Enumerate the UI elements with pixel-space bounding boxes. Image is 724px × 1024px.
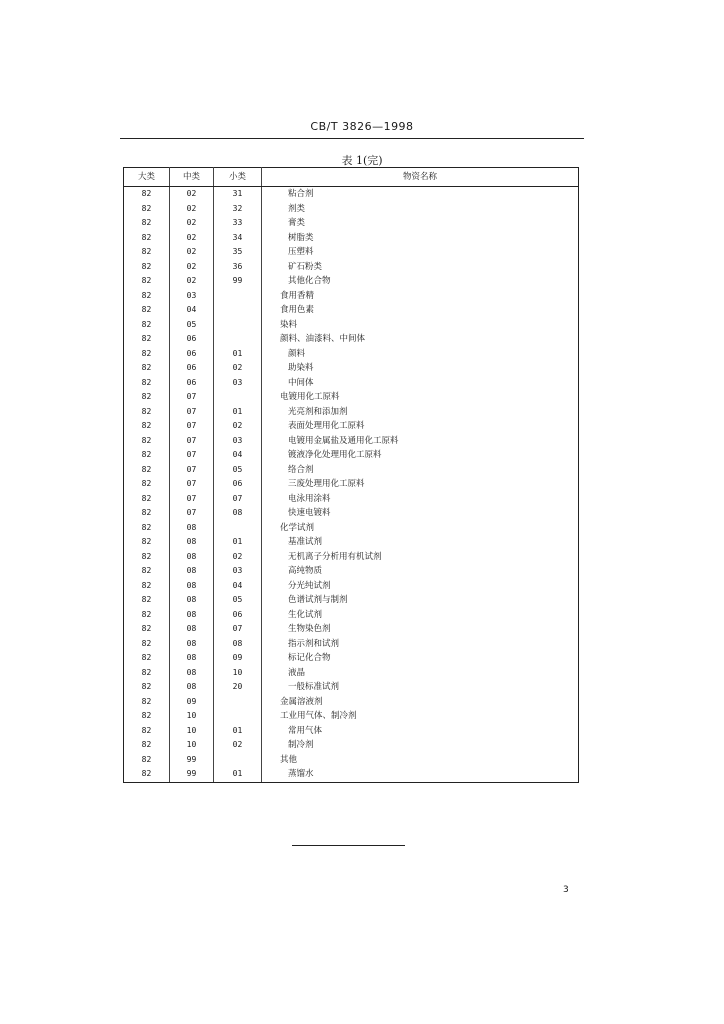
- table-row: [124, 564, 579, 579]
- table-row: [124, 608, 579, 623]
- cell-minor: 99: [214, 274, 262, 289]
- cell-minor: 10: [214, 666, 262, 681]
- cell-name: 其他化合物: [262, 274, 579, 289]
- cell-name: 生物染色剂: [262, 622, 579, 637]
- cell-name: 基准试剂: [262, 535, 579, 550]
- cell-minor: 07: [214, 492, 262, 507]
- cell-minor: 35: [214, 245, 262, 260]
- column-header-minor: 小类: [214, 168, 262, 187]
- cell-major: 82: [124, 637, 170, 652]
- cell-minor: 08: [214, 637, 262, 652]
- cell-mid: 08: [170, 550, 214, 565]
- cell-mid: 08: [170, 593, 214, 608]
- cell-minor: 04: [214, 579, 262, 594]
- table-row: [124, 622, 579, 637]
- cell-name: 生化试剂: [262, 608, 579, 623]
- table-row: [124, 216, 579, 231]
- table-row: [124, 695, 579, 710]
- table-row: [124, 651, 579, 666]
- table-header-row: [124, 168, 579, 187]
- column-header-major: 大类: [124, 168, 170, 187]
- cell-major: 82: [124, 347, 170, 362]
- cell-mid: 02: [170, 260, 214, 275]
- cell-mid: 08: [170, 608, 214, 623]
- cell-name: 表面处理用化工原料: [262, 419, 579, 434]
- cell-mid: 04: [170, 303, 214, 318]
- table-row: [124, 535, 579, 550]
- table-row: [124, 245, 579, 260]
- cell-minor: 01: [214, 535, 262, 550]
- cell-major: 82: [124, 492, 170, 507]
- cell-major: 82: [124, 274, 170, 289]
- cell-mid: 02: [170, 274, 214, 289]
- cell-name: 一般标准试剂: [262, 680, 579, 695]
- cell-major: 82: [124, 303, 170, 318]
- cell-minor: 34: [214, 231, 262, 246]
- table-row: [124, 231, 579, 246]
- cell-name: 常用气体: [262, 724, 579, 739]
- header-rule: [120, 138, 584, 139]
- cell-major: 82: [124, 376, 170, 391]
- table-row: [124, 680, 579, 695]
- cell-mid: 02: [170, 231, 214, 246]
- cell-name: 三废处理用化工原料: [262, 477, 579, 492]
- column-header-mid: 中类: [170, 168, 214, 187]
- cell-name: 电镀用金属盐及通用化工原料: [262, 434, 579, 449]
- cell-name: 颜料、油漆料、中间体: [262, 332, 579, 347]
- table-row: [124, 376, 579, 391]
- cell-mid: 10: [170, 709, 214, 724]
- cell-major: 82: [124, 767, 170, 782]
- cell-mid: 08: [170, 535, 214, 550]
- cell-name: 膏类: [262, 216, 579, 231]
- cell-minor: 05: [214, 593, 262, 608]
- cell-name: 高纯物质: [262, 564, 579, 579]
- table-row: [124, 579, 579, 594]
- cell-name: 金属溶液剂: [262, 695, 579, 710]
- cell-name: 指示剂和试剂: [262, 637, 579, 652]
- cell-name: 其他: [262, 753, 579, 768]
- cell-name: 标记化合物: [262, 651, 579, 666]
- cell-mid: 02: [170, 216, 214, 231]
- cell-mid: 02: [170, 187, 214, 202]
- cell-mid: 07: [170, 492, 214, 507]
- cell-minor: 02: [214, 361, 262, 376]
- cell-minor: 01: [214, 724, 262, 739]
- cell-major: 82: [124, 724, 170, 739]
- cell-major: 82: [124, 289, 170, 304]
- cell-major: 82: [124, 550, 170, 565]
- table-row: [124, 434, 579, 449]
- cell-major: 82: [124, 709, 170, 724]
- cell-major: 82: [124, 216, 170, 231]
- cell-major: 82: [124, 579, 170, 594]
- cell-mid: 07: [170, 477, 214, 492]
- cell-major: 82: [124, 564, 170, 579]
- cell-major: 82: [124, 506, 170, 521]
- cell-minor: 06: [214, 477, 262, 492]
- cell-mid: 07: [170, 390, 214, 405]
- cell-mid: 99: [170, 767, 214, 782]
- footer-rule: [292, 845, 405, 846]
- cell-mid: 07: [170, 405, 214, 420]
- cell-name: 中间体: [262, 376, 579, 391]
- table-row: [124, 303, 579, 318]
- cell-minor: [214, 709, 262, 724]
- cell-name: 剂类: [262, 202, 579, 217]
- cell-mid: 07: [170, 434, 214, 449]
- table-row: [124, 347, 579, 362]
- table-row: [124, 187, 579, 202]
- cell-minor: 05: [214, 463, 262, 478]
- cell-mid: 06: [170, 347, 214, 362]
- cell-major: 82: [124, 260, 170, 275]
- cell-major: 82: [124, 390, 170, 405]
- table-body: [124, 187, 579, 783]
- table-row: [124, 419, 579, 434]
- table-row: [124, 550, 579, 565]
- cell-minor: 06: [214, 608, 262, 623]
- table-row: [124, 260, 579, 275]
- table-row: [124, 593, 579, 608]
- cell-name: 食用色素: [262, 303, 579, 318]
- cell-major: 82: [124, 651, 170, 666]
- table-row: [124, 506, 579, 521]
- cell-mid: 08: [170, 622, 214, 637]
- cell-minor: 01: [214, 347, 262, 362]
- cell-major: 82: [124, 695, 170, 710]
- table-row: [124, 390, 579, 405]
- cell-minor: [214, 303, 262, 318]
- cell-name: 化学试剂: [262, 521, 579, 536]
- table-row: [124, 666, 579, 681]
- cell-mid: 05: [170, 318, 214, 333]
- cell-major: 82: [124, 231, 170, 246]
- table-row: [124, 477, 579, 492]
- cell-minor: [214, 695, 262, 710]
- cell-mid: 08: [170, 680, 214, 695]
- cell-mid: 07: [170, 419, 214, 434]
- cell-name: 电泳用涂料: [262, 492, 579, 507]
- cell-mid: 07: [170, 448, 214, 463]
- cell-mid: 99: [170, 753, 214, 768]
- cell-minor: [214, 332, 262, 347]
- cell-major: 82: [124, 332, 170, 347]
- table-row: [124, 724, 579, 739]
- cell-name: 分光纯试剂: [262, 579, 579, 594]
- cell-major: 82: [124, 666, 170, 681]
- cell-name: 工业用气体、制冷剂: [262, 709, 579, 724]
- cell-minor: 03: [214, 434, 262, 449]
- table-row: [124, 753, 579, 768]
- table-row: [124, 521, 579, 536]
- table-row: [124, 709, 579, 724]
- cell-major: 82: [124, 318, 170, 333]
- cell-name: 色谱试剂与制剂: [262, 593, 579, 608]
- cell-major: 82: [124, 738, 170, 753]
- table-row: [124, 463, 579, 478]
- cell-minor: [214, 390, 262, 405]
- cell-major: 82: [124, 593, 170, 608]
- cell-mid: 02: [170, 202, 214, 217]
- cell-major: 82: [124, 434, 170, 449]
- cell-name: 粘合剂: [262, 187, 579, 202]
- cell-name: 镀液净化处理用化工原料: [262, 448, 579, 463]
- cell-major: 82: [124, 419, 170, 434]
- cell-name: 树脂类: [262, 231, 579, 246]
- cell-major: 82: [124, 622, 170, 637]
- cell-mid: 06: [170, 376, 214, 391]
- table-row: [124, 738, 579, 753]
- cell-name: 电镀用化工原料: [262, 390, 579, 405]
- table-row: [124, 767, 579, 782]
- cell-mid: 07: [170, 463, 214, 478]
- cell-name: 无机离子分析用有机试剂: [262, 550, 579, 565]
- cell-minor: 32: [214, 202, 262, 217]
- cell-minor: 36: [214, 260, 262, 275]
- cell-major: 82: [124, 535, 170, 550]
- cell-mid: 08: [170, 651, 214, 666]
- cell-minor: 02: [214, 738, 262, 753]
- cell-name: 液晶: [262, 666, 579, 681]
- cell-name: 染料: [262, 318, 579, 333]
- cell-minor: [214, 753, 262, 768]
- table-row: [124, 318, 579, 333]
- cell-mid: 08: [170, 564, 214, 579]
- cell-minor: 07: [214, 622, 262, 637]
- table-row: [124, 637, 579, 652]
- cell-major: 82: [124, 753, 170, 768]
- cell-minor: 01: [214, 405, 262, 420]
- cell-major: 82: [124, 361, 170, 376]
- table-row: [124, 361, 579, 376]
- cell-minor: [214, 521, 262, 536]
- cell-major: 82: [124, 245, 170, 260]
- cell-minor: 02: [214, 550, 262, 565]
- cell-mid: 08: [170, 579, 214, 594]
- cell-mid: 10: [170, 724, 214, 739]
- classification-table: [123, 167, 579, 783]
- cell-name: 压塑料: [262, 245, 579, 260]
- cell-major: 82: [124, 187, 170, 202]
- cell-name: 矿石粉类: [262, 260, 579, 275]
- table-row: [124, 289, 579, 304]
- cell-minor: 01: [214, 767, 262, 782]
- cell-major: 82: [124, 680, 170, 695]
- cell-mid: 02: [170, 245, 214, 260]
- cell-mid: 07: [170, 506, 214, 521]
- cell-name: 制冷剂: [262, 738, 579, 753]
- cell-mid: 09: [170, 695, 214, 710]
- table-row: [124, 332, 579, 347]
- cell-name: 络合剂: [262, 463, 579, 478]
- cell-mid: 03: [170, 289, 214, 304]
- cell-minor: 20: [214, 680, 262, 695]
- table-row: [124, 405, 579, 420]
- cell-major: 82: [124, 448, 170, 463]
- standard-code: CB/T 3826—1998: [310, 120, 414, 133]
- cell-mid: 08: [170, 521, 214, 536]
- table-row: [124, 202, 579, 217]
- cell-name: 颜料: [262, 347, 579, 362]
- table-row: [124, 274, 579, 289]
- cell-minor: 03: [214, 376, 262, 391]
- cell-name: 快速电镀料: [262, 506, 579, 521]
- cell-name: 助染料: [262, 361, 579, 376]
- cell-minor: [214, 318, 262, 333]
- cell-major: 82: [124, 477, 170, 492]
- table-caption: 表 1(完): [341, 154, 383, 167]
- cell-mid: 08: [170, 666, 214, 681]
- cell-major: 82: [124, 521, 170, 536]
- cell-minor: [214, 289, 262, 304]
- cell-minor: 03: [214, 564, 262, 579]
- cell-minor: 02: [214, 419, 262, 434]
- cell-name: 蒸馏水: [262, 767, 579, 782]
- cell-minor: 31: [214, 187, 262, 202]
- page-number: 3: [563, 885, 569, 895]
- cell-name: 食用香精: [262, 289, 579, 304]
- cell-major: 82: [124, 608, 170, 623]
- cell-minor: 04: [214, 448, 262, 463]
- table-row: [124, 492, 579, 507]
- cell-major: 82: [124, 202, 170, 217]
- cell-mid: 08: [170, 637, 214, 652]
- cell-mid: 06: [170, 361, 214, 376]
- cell-minor: 08: [214, 506, 262, 521]
- cell-name: 光亮剂和添加剂: [262, 405, 579, 420]
- table-row: [124, 448, 579, 463]
- cell-major: 82: [124, 405, 170, 420]
- column-header-name: 物资名称: [262, 168, 579, 187]
- cell-mid: 06: [170, 332, 214, 347]
- cell-mid: 10: [170, 738, 214, 753]
- cell-major: 82: [124, 463, 170, 478]
- cell-minor: 09: [214, 651, 262, 666]
- cell-minor: 33: [214, 216, 262, 231]
